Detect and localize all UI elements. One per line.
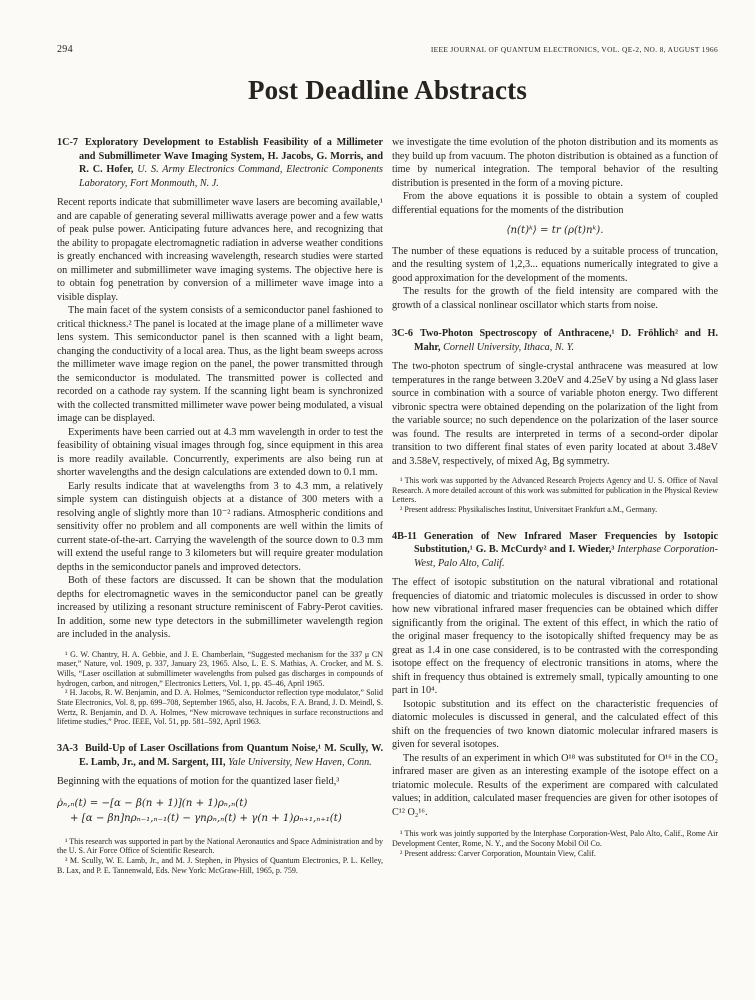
equation-line: ρ̇ₙ,ₙ(t) = −[α − β(n + 1)](n + 1)ρₙ,ₙ(t) (57, 797, 248, 809)
abstract-title-authors: Build-Up of Laser Oscillations from Quantum Noise,¹ M. Scully, W. E. Lamb, Jr., and M. Sargent, III, (79, 743, 383, 768)
paragraph: we investigate the time evolution of the photon distribution and its moments as they build up from vacuum. The photon distribution is obtained as a function of time by numerical integration. The temporal behavior of the resulting distribution is presented in the form of a moving picture. (392, 137, 718, 189)
paragraph: The main facet of the system consists of a semiconductor panel fashioned to critical thickness.² The panel is located at the image plane of a millimeter wave lens system. This semiconductor panel is then scanned with a light beam, changing the conductivity of a local area. Thus, as the light beam sweeps across the millimeter wave image region on the panel, the power transmitted through the semiconductor is modulated. The transmitted power is collected and recorded on a cathode ray system. If the scanning light beam is synchronized with the collected transmitted millimeter wave power being modulated, a visual image can be displayed. (57, 305, 383, 424)
footnote-block (392, 829, 718, 858)
paragraph: Recent reports indicate that submillimeter wave lasers are becoming available,¹ and are capable of generating several milliwatts average power and a few watts of peak pulse power. Anticipating future advances here, and recognizing that the ability to propagate electromagnetic radiation in adverse weather conditions is greatly enchanced with increasing wavelength, research studies were started on millimeter and submillimeter wave imaging systems. The objective here is to obtain fog penetration by conversion of a millimeter wave image into a visible display. (57, 197, 383, 303)
footnote: ² Present address: Carver Corporation, Mountain View, Calif. (400, 848, 596, 858)
abstract-id: 3C-6 (392, 328, 413, 339)
footnote-block (392, 476, 718, 515)
footnote: ² Present address: Physikalisches Institut, Universitaet Frankfurt a.M., Germany. (400, 505, 658, 515)
paragraph: Both of these factors are discussed. It can be shown that the modulation depths for electromagnetic waves in the semiconductor panel can be greatly increased by utilizing a resonant structure reminiscent of Fabry-Perot cavities. In addition, some new type detectors in the submillimeter wavelength region are included in the analysis. (57, 575, 383, 640)
equation-line: + [α − βn]nρₙ₋₁,ₙ₋₁(t) − γnρₙ,ₙ(t) + γ(n + 1)ρₙ₊₁,ₙ₊₁(t) (70, 813, 342, 825)
abstract-affiliation: Interphase Corporation-West, Palo Alto, Calif. (414, 544, 718, 569)
footnote: ² H. Jacobs, R. W. Benjamin, and D. A. Holmes, “Semiconductor reflection type modulator,” Solid State Electronics, Vol. 8, pp. 699–708, September 1965, also, H. Jacobs, F. A. Brand, J. D. Meindl, S. Wertz, R. Benjamin, and D. A. Holmes, “New microwave techniques in surface reconstructions and lifetime studies,” Proc. IEEE, Vol. 51, pp. 581–592, April 1963. (57, 688, 383, 727)
equation: ⟨n(t)ᵏ⟩ = tr (ρ(t)nᵏ). (506, 225, 604, 236)
page-title: Post Deadline Abstracts (247, 75, 528, 105)
equation (57, 796, 383, 827)
journal-header-line: IEEE JOURNAL OF QUANTUM ELECTRONICS, VOL. QE-2, NO. 8, AUGUST 1966 (430, 45, 718, 54)
footnote-block (57, 650, 383, 728)
paragraph: The effect of isotopic substitution on the natural vibrational and rotational frequencies of diatomic and triatomic molecules is discussed in order to show how new vibrational infrared maser frequencies can be obtained which differ significantly from the original. The extent of this effect, in which the ratio of the original maser frequency to the isotopically shifted frequency may be as great as 1.4 in one case considered, is to be contrasted with the corresponding isotope effect on the frequency of electronic transitions in atoms, where the shift in frequency thus obtained is extremely small, typically amounting to one part in 10⁴. (392, 577, 718, 697)
two-column-layout (57, 136, 718, 875)
paragraph: Early results indicate that at wavelengths from 3 to 4.3 mm, a relatively simple system can distinguish objects at a distance of 300 meters with a resolving angle of slightly more than 10⁻² radians. Atmospheric conditions and sensitivity offer no problem and all components are well within the limits of current state-of-the-art. Carrying the wavelength of the source down to 0.3 mm will extend the useful range to 3 kilometers but will require greater modulation depths in the semiconductor panels and improved detectors. (57, 480, 383, 573)
paragraph: From the above equations it is possible to obtain a system of coupled differential equations for the moments of the distribution (392, 191, 718, 216)
paragraph: The number of these equations is reduced by a suitable process of truncation, and the resulting system of 1,2,3... equations numerically integrated to give a good approximation for the development of the moments. (392, 245, 718, 284)
abstract-affiliation: Cornell University, Ithaca, N. Y. (443, 341, 574, 353)
paragraph: The two-photon spectrum of single-crystal anthracene was measured at low temperatures in the range between 3.20eV and 4.25eV by using a Nd glass laser source in combination with a source of variable photon energy. Two different vibronic spectra were obtained depending on the polarization of the light from the variable source; no such dependence on the polarization of the laser source was found. The results are interpreted in terms of a second-order dipolar transition to two different final states of even parity located at about 3.48eV and 3.58eV, respectively, of mixed Ag, Bg symmetry. (392, 361, 718, 467)
abstract-title-authors: Two-Photon Spectroscopy of Anthracene,¹ D. Fröhlich² and H. Mahr, (414, 328, 718, 353)
paragraph: Beginning with the equations of motion for the quantized laser field,³ (57, 776, 340, 788)
abstract-4b11 (392, 530, 718, 859)
paragraph: Isotopic substitution and its effect on the characteristic frequencies of diatomic molecules is discussed in general, and the calculated effect of this shift on the frequencies of two known diatomic molecular infrared masers is given for several isotopes. (392, 698, 718, 751)
abstract-id: 1C-7 (57, 137, 78, 148)
footnote: ³ M. Scully, W. E. Lamb, Jr., and M. J. Stephen, in Physics of Quantum Electronics, P. L. Kelley, B. Lax, and P. E. Tannenwald, Eds. New York: McGraw-Hill, 1965, p. 759. (57, 856, 383, 875)
abstract-3c6 (392, 327, 718, 515)
abstract-affiliation: Yale University, New Haven, Conn. (228, 756, 372, 768)
abstract-id: 3A-3 (57, 743, 78, 755)
abstract-heading (392, 530, 718, 571)
footnote: ¹ This research was supported in part by the National Aeronautics and Space Administration and by the U. S. Air Force Office of Scientific Research. (57, 836, 383, 856)
abstract-title-authors: Generation of New Infrared Maser Frequencies by Isotopic Substitution,¹ G. B. McCurdy² and I. Wieder,³ (414, 530, 718, 556)
page-header (57, 44, 718, 55)
paragraph: The results of an experiment in which O¹⁸ was substituted for O¹⁶ in the CO₂ infrared maser are given as an interesting example of the isotope effect on a triatomic molecule. Results of the experiment are compared with calculated values; in addition, calculated maser frequencies are given for other isotopes of C¹² O₂¹⁶. (392, 752, 718, 818)
abstract-id: 4B-11 (392, 530, 417, 542)
footnote: ¹ This work was supported by the Advanced Research Projects Agency and U. S. Office of Naval Research. A more detailed account of this work was submitted for publication in the Physical Review Letters. (392, 476, 718, 505)
left-column (57, 136, 383, 875)
footnote: ¹ G. W. Chantry, H. A. Gebbie, and J. E. Chamberlain, “Suggested mechanism for the 337 μ CN maser,” Nature, vol. 1909, p. 337, January 23, 1965. Also, L. E. S. Mathias, A. Crocker, and M. S. Wills, “Laser oscillation at submillimeter wavelengths from pulsed gas discharges in compounds of hydrogen, carbon, and nitrogen,” Electronics Letters, Vol. 1, pp. 45–46, April 1965. (57, 649, 383, 688)
page-number: 294 (57, 44, 73, 55)
abstract-1c7 (57, 136, 383, 727)
abstract-3a3 (57, 742, 383, 875)
abstract-heading (57, 742, 383, 769)
abstract-title-authors: Exploratory Development to Establish Feasibility of a Millimeter and Submillimeter Wave Imaging System, H. Jacobs, G. Morris, and R. C. Hofer, (79, 137, 383, 175)
footnote-block (57, 837, 383, 876)
abstract-3a3-continuation (392, 136, 718, 312)
abstract-heading (392, 327, 718, 354)
paragraph: Experiments have been carried out at 4.3 mm wavelength in order to test the feasibility of obtaining visual images through fog, since equipment in this area is more readily available. Concurrently, experiments are also being run at shorter wavelengths and the design calculations are extended down to 0.1 mm. (57, 426, 383, 478)
paragraph: The results for the growth of the field intensity are compared with the growth of a classical nonlinear oscillator which starts from noise. (392, 286, 718, 311)
abstract-heading (57, 136, 383, 190)
footnote: ¹ This work was jointly supported by the Interphase Corporation-West, Palo Alto, Calif., Rome Air Development Center, Rome, N. Y., and the Socony Mobil Oil Co. (392, 829, 718, 849)
abstract-affiliation: U. S. Army Electronics Command, Electronic Components Laboratory, Fort Monmouth, N. J. (79, 164, 383, 189)
right-column (392, 136, 718, 875)
